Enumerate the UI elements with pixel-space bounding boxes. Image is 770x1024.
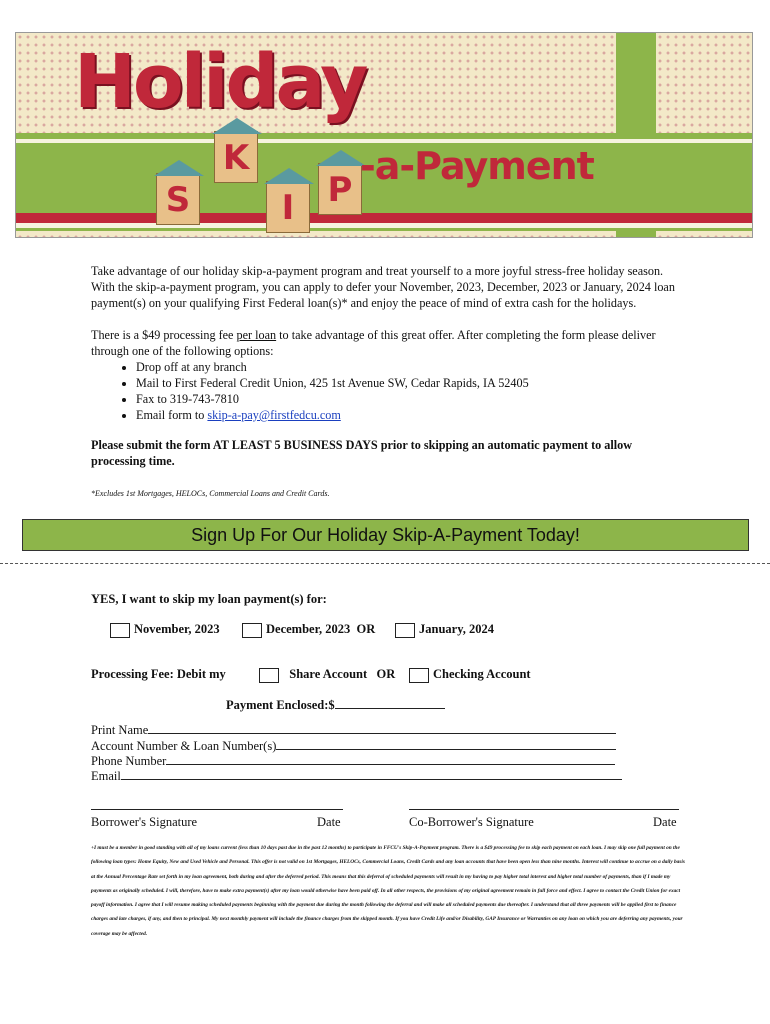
label-january: January, 2024 <box>419 622 495 636</box>
print-name-field[interactable] <box>148 723 616 734</box>
coborrower-signature-line[interactable] <box>409 809 679 810</box>
month-option-december <box>242 622 375 638</box>
month-option-january <box>395 622 494 638</box>
label-share-account: Share Account <box>289 667 368 681</box>
checkbox-january[interactable] <box>395 623 415 638</box>
coborrower-date-label: Date <box>653 815 677 829</box>
fee-paragraph <box>91 327 681 359</box>
account-option-checking <box>409 667 531 683</box>
banner-title-payment: -a-Payment <box>360 144 594 188</box>
email-field[interactable] <box>121 769 622 780</box>
email-label: Email form to <box>136 408 208 422</box>
option-mail: • Mail to First Federal Credit Union, 425 1st Avenue SW, Cedar Rapids, IA 52405 <box>136 375 681 391</box>
cut-line <box>0 563 770 564</box>
label-checking-account: Checking Account <box>433 667 531 681</box>
checkbox-november[interactable] <box>110 623 130 638</box>
borrower-signature-label: Borrower's Signature <box>91 815 198 829</box>
business-days-notice: Please submit the form AT LEAST 5 BUSINESS DAYS prior to skipping an automatic payment to allow processing time. <box>91 438 633 468</box>
account-number-label: Account Number & Loan Number(s) <box>91 739 277 753</box>
account-option-share <box>259 667 395 683</box>
footnote-exclusions: *Excludes 1st Mortgages, HELOCs, Commercial Loans and Credit Cards. <box>91 489 330 498</box>
payment-enclosed-label: Payment Enclosed:$ <box>226 698 335 712</box>
fee-text: There is a $49 processing fee <box>91 328 237 342</box>
banner-stripe-bottom <box>16 223 752 228</box>
holiday-banner <box>15 32 753 238</box>
checkbox-december[interactable] <box>242 623 262 638</box>
account-number-row <box>91 739 616 754</box>
phone-row <box>91 754 615 769</box>
print-name-row <box>91 723 616 738</box>
option-email <box>136 407 681 423</box>
intro-section <box>91 263 681 469</box>
coborrower-signature-label: Co-Borrower's Signature <box>409 815 534 829</box>
banner-title-holiday: Holiday <box>74 39 366 125</box>
banner-stripe <box>16 139 752 143</box>
option-fax: • Fax to 319-743-7810 <box>136 391 681 407</box>
intro-paragraph: Take advantage of our holiday skip-a-payment program and treat yourself to a more joyful stress-free holiday season. With the skip-a-payment program, you can apply to defer your November, 2023, December, 2023 or January, 2024 loan payment(s) on your qualifying First Federal loan(s)* and enjoy the peace of mind of extra cash for the holidays. <box>91 264 675 310</box>
gift-tag-p: P <box>318 163 362 215</box>
delivery-options-list <box>91 359 681 423</box>
phone-label: Phone Number <box>91 754 167 768</box>
signup-heading: Sign Up For Our Holiday Skip-A-Payment Today! <box>22 519 749 551</box>
phone-field[interactable] <box>166 754 615 765</box>
gift-tag-s: S <box>156 173 200 225</box>
label-november: November, 2023 <box>134 622 220 636</box>
gift-tag-k: K <box>214 131 258 183</box>
skip-request-label: YES, I want to skip my loan payment(s) for: <box>91 592 327 606</box>
fine-print-terms: +I must be a member in good standing with all of my loans current (less than 10 days past due in the past 12 months) to participate in FFCU's Skip-A-Payment program. There is a $49 processing fee to skip each payment on each loan. I may skip one full payment on the following loan types: Home Equity, New and Used Vehicle and Personal. This offer is not valid on 1st Mortgages, HELOCs, Commercial Loans, Credit Cards and any loan accounts that have been open less than nine months. Interest will continue to accrue on a daily basis at the Annual Percentage Rate set forth in my loan agreement, both during and after the deferred period. This means that this deferral of scheduled payments will result in my having to pay higher total interest and higher total number of payments, than if I made my payments as originally scheduled. I will, therefore, have to make extra payment(s) after my loan would otherwise have been paid off. In all other respects, the provisions of my original agreement remain in full force and effect. I agree to contact the Credit Union for exact payoff information. I agree that I will resume making scheduled payments beginning with the payment due during the month following the deferral and will make all scheduled payments due thereafter. I understand that all three payments will be applied first to finance charges and late charges, if any, and then to principal. My next monthly payment will include the finance charges from the skipped month. If you have Credit Life and/or Disability, GAP Insurance or Warranties on any loan on which you are deferring any payments, your coverage may be affected. <box>91 845 685 937</box>
account-number-field[interactable] <box>276 739 616 750</box>
borrower-signature-line[interactable] <box>91 809 343 810</box>
checkbox-share-account[interactable] <box>259 668 279 683</box>
label-december: December, 2023 <box>266 622 351 636</box>
checkbox-checking-account[interactable] <box>409 668 429 683</box>
option-branch: • Drop off at any branch <box>136 359 681 375</box>
gift-tag-i: I <box>266 181 310 233</box>
payment-amount-field[interactable] <box>335 698 445 709</box>
borrower-date-label: Date <box>317 815 341 829</box>
per-loan-text: per loan <box>236 328 277 342</box>
payment-enclosed <box>226 698 445 713</box>
banner-red-stripe <box>16 213 752 223</box>
label-or-account: OR <box>376 667 396 681</box>
email-link[interactable]: skip-a-pay@firstfedcu.com <box>207 408 341 422</box>
month-options <box>110 622 220 638</box>
label-or: OR <box>356 622 376 636</box>
email-row <box>91 769 622 784</box>
fee-debit-label: Processing Fee: Debit my <box>91 667 226 681</box>
print-name-label: Print Name <box>91 723 149 737</box>
email-field-label: Email <box>91 769 121 783</box>
fee-text-continued: to take advantage of this great offer. After completing the form please deliver through one of the following options: <box>91 328 656 358</box>
